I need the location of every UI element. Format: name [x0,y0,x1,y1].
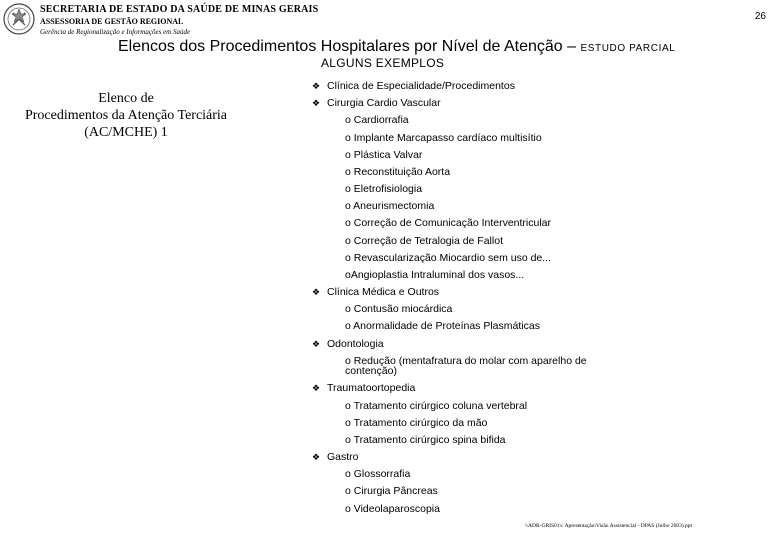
list-item: o Cardiorrafia [345,114,409,126]
list-item: o Eletrofisiologia [345,183,423,195]
list-item: oAngioplastia Intraluminal dos vasos... [345,269,525,281]
list-item: o Tratamento cirúrgico spina bifida [345,434,506,446]
list-item: contenção) [345,365,397,377]
list-item: Clínica Médica e Outros [327,286,440,298]
list-item: Gastro [327,451,359,463]
list-item: o Correção de Tetralogia de Fallot [345,235,503,247]
left-heading-line-1: Elenco de [98,91,154,106]
list-item: Odontologia [327,338,384,350]
department-name: ASSESSORIA DE GESTÃO REGIONAL [40,17,184,26]
list-item: Traumatoortopedia [327,382,416,394]
list-item: o Correção de Comunicação Interventricular [345,217,552,229]
diamond-bullet-icon: ❖ [312,383,321,393]
diamond-bullet-icon: ❖ [312,81,321,91]
list-item: o Revascularização Miocardio sem uso de... [345,252,552,264]
list-item: o Aneurismectomia [345,200,435,212]
diamond-bullet-icon: ❖ [312,287,321,297]
list-item: o Implante Marcapasso cardíaco multisítio [345,132,542,144]
list-item: o Tratamento cirúrgico da mão [345,417,488,429]
list-item: Cirurgia Cardio Vascular [327,97,441,109]
list-item: o Contusão miocárdica [345,303,453,315]
list-item: o Glossorrafia [345,468,411,480]
list-item: o Redução (mentafratura do molar com aparelho de [345,355,587,367]
unit-name: Gerência de Regionalização e Informações em Saúde [40,28,191,36]
diamond-bullet-icon: ❖ [312,452,321,462]
page-number: 26 [754,11,766,22]
list-item: o Plástica Valvar [345,149,423,161]
diamond-bullet-icon: ❖ [312,98,321,108]
slide-title-suffix: ESTUDO PARCIAL [580,43,676,54]
slide-subtitle: ALGUNS EXEMPLOS [321,56,445,70]
list-item: o Cirurgia Pâncreas [345,485,438,497]
list-item: Clínica de Especialidade/Procedimentos [327,80,515,92]
organization-name: SECRETARIA DE ESTADO DA SAÚDE DE MINAS GERAIS [40,4,319,15]
diamond-bullet-icon: ❖ [312,339,321,349]
left-heading-line-2: Procedimentos da Atenção Terciária [24,108,228,123]
slide-title-main: Elencos dos Procedimentos Hospitalares por Nível de Atenção – [118,38,577,55]
list-item: o Reconstituição Aorta [345,166,451,178]
list-item: o Videolaparoscopia [345,503,440,515]
left-heading-line-3: (AC/MCHE) 1 [84,125,168,140]
footer-file-path: \\ADR-GRIS01\c Apresentação\Visão Assistencial - DPAS (Julho 2003).ppt [525,523,693,529]
list-item: o Anormalidade de Proteínas Plasmáticas [345,320,540,332]
list-item: o Tratamento cirúrgico coluna vertebral [345,400,528,412]
